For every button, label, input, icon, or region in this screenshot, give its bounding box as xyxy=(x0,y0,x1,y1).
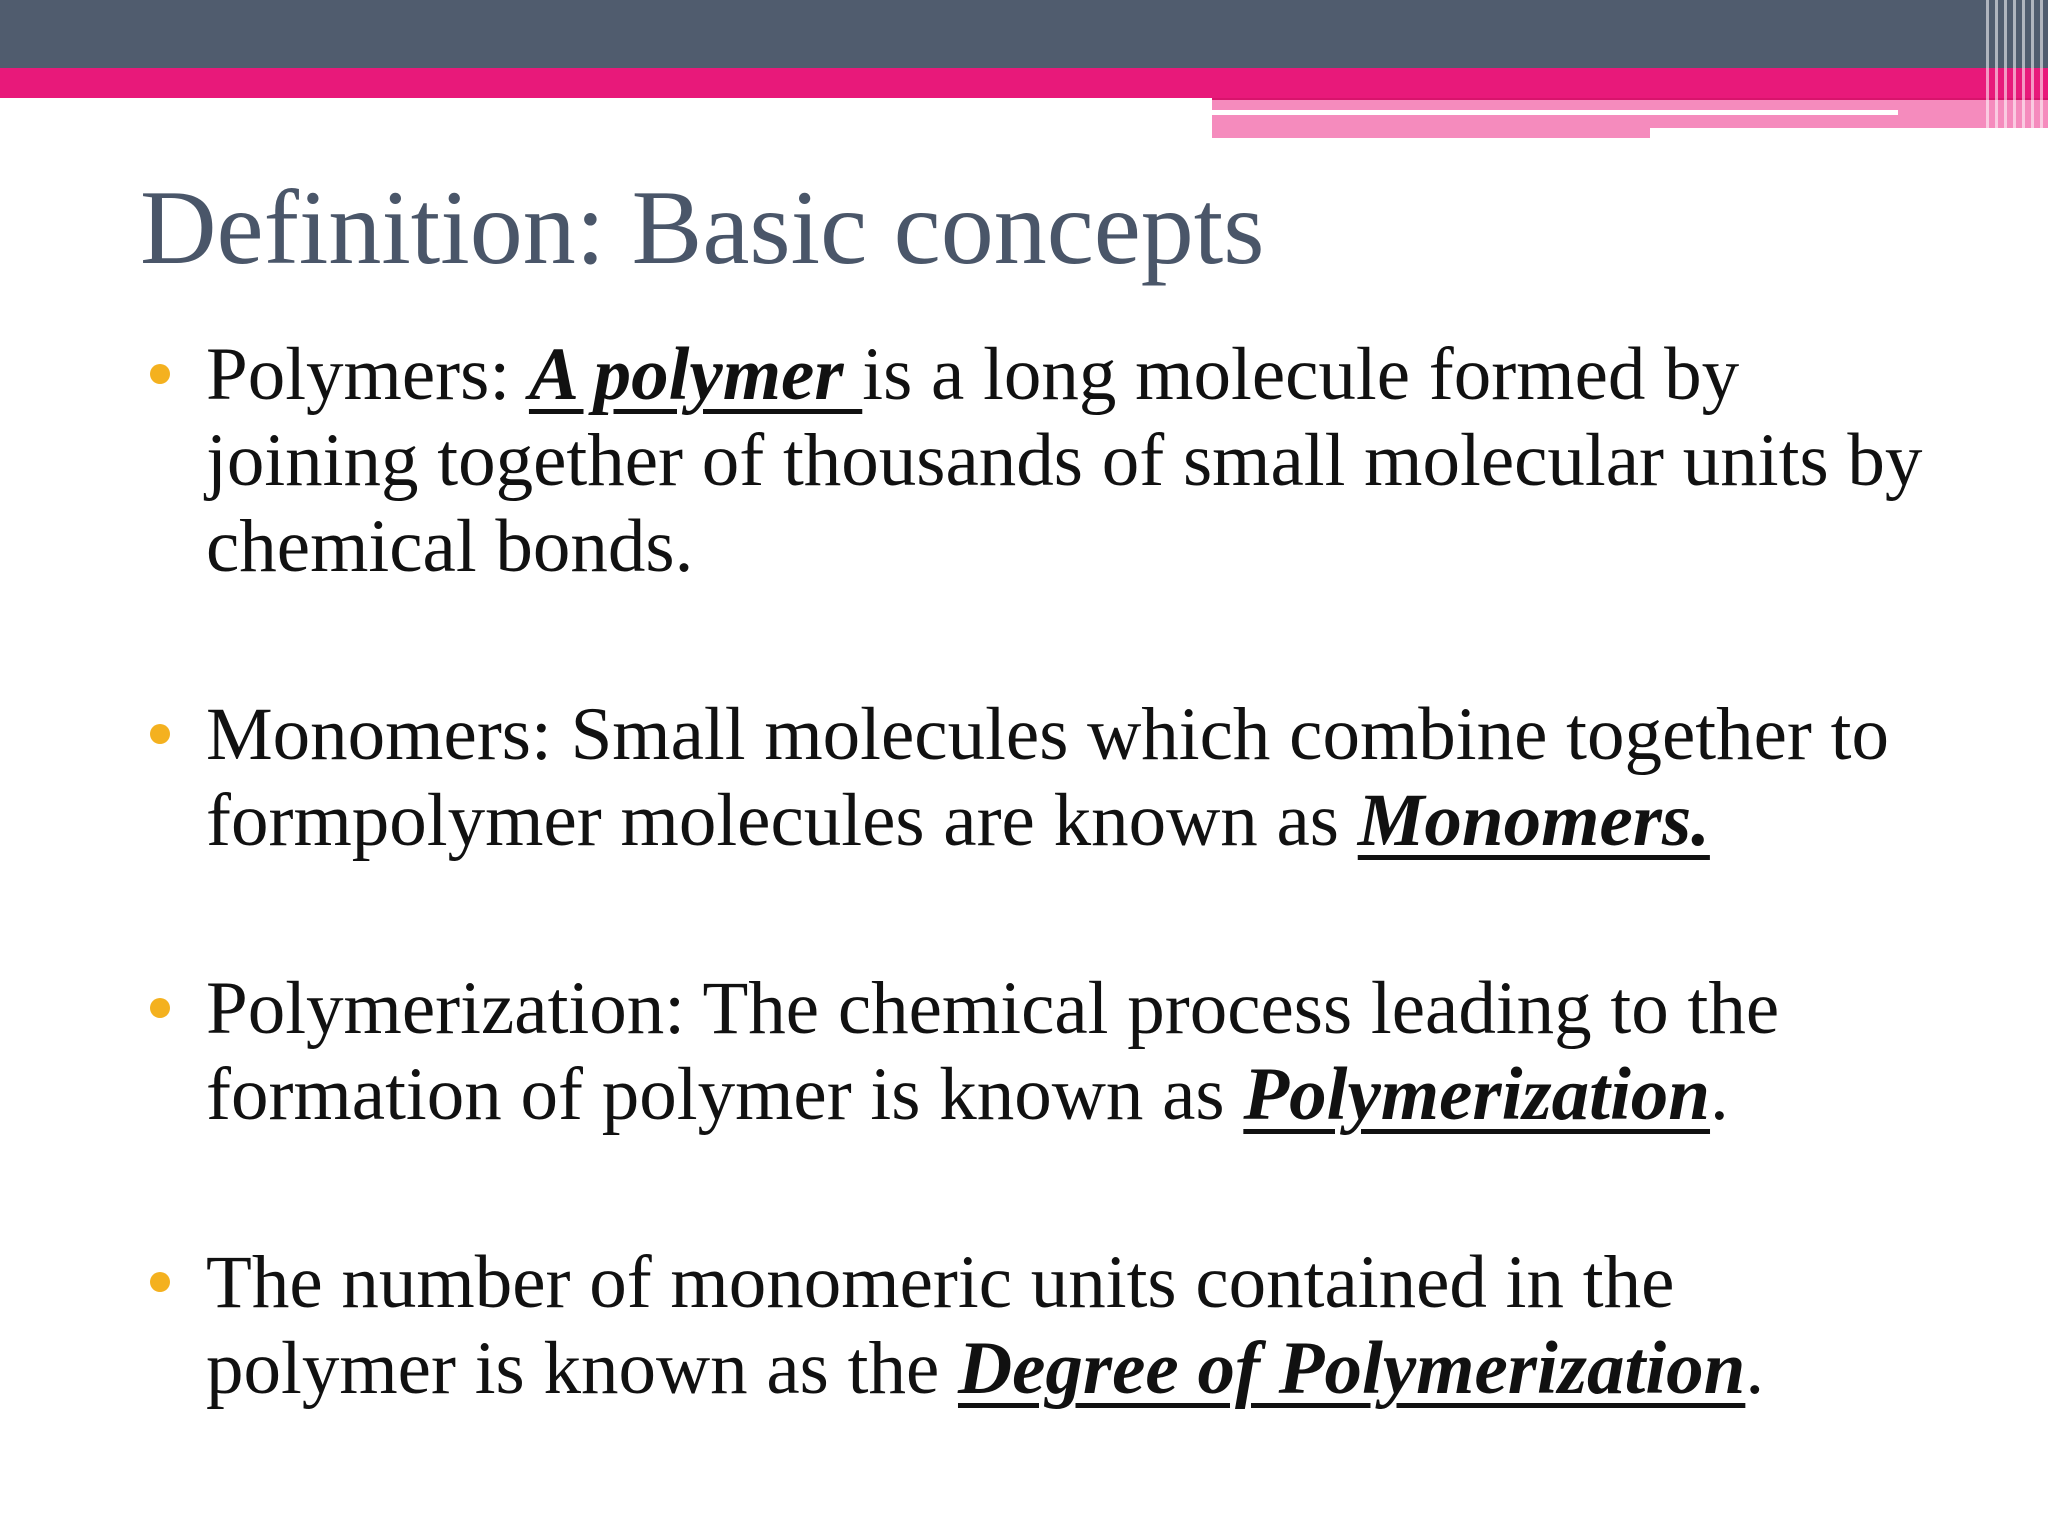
bullet-lead: Polymers: xyxy=(206,333,529,416)
bullet-polymers xyxy=(140,332,1940,590)
bullet-emphasis: Monomers. xyxy=(1357,779,1710,862)
bullet-polymerization xyxy=(140,966,1940,1138)
header-band xyxy=(0,0,2048,68)
bullet-monomers xyxy=(140,692,1940,864)
accent-band xyxy=(0,68,2048,98)
decorative-stripes xyxy=(1986,0,2048,138)
bullet-list xyxy=(140,332,1940,1514)
bullet-trail: . xyxy=(1710,1053,1729,1136)
bullet-dot-icon xyxy=(150,1272,170,1292)
accent-band-divider xyxy=(1212,98,2048,100)
bullet-dot-icon xyxy=(150,724,170,744)
bullet-emphasis: A polymer xyxy=(528,333,863,416)
bullet-dot-icon xyxy=(150,364,170,384)
bullet-trail: is a long molecule formed by joining together of thousands of small molecular units by chemical bonds. xyxy=(206,333,1923,588)
bullet-trail: . xyxy=(1745,1327,1765,1410)
slide-title: Definition: Basic concepts xyxy=(140,169,1265,286)
bullet-lead: Polymerization: The chemical process leading to the formation of polymer is known as xyxy=(206,967,1780,1136)
bullet-degree-of-polymerization xyxy=(140,1240,1940,1412)
bullet-lead: The number of monomeric units contained in the polymer is known as the xyxy=(206,1241,1675,1410)
accent-band-line xyxy=(1212,110,1898,115)
bullet-dot-icon xyxy=(150,998,170,1018)
bullet-emphasis: Polymerization xyxy=(1243,1053,1711,1136)
bullet-lead: Monomers: Small molecules which combine together to formpolymer molecules are known as xyxy=(206,693,1889,862)
bullet-emphasis: Degree of Polymerization xyxy=(957,1327,1746,1410)
